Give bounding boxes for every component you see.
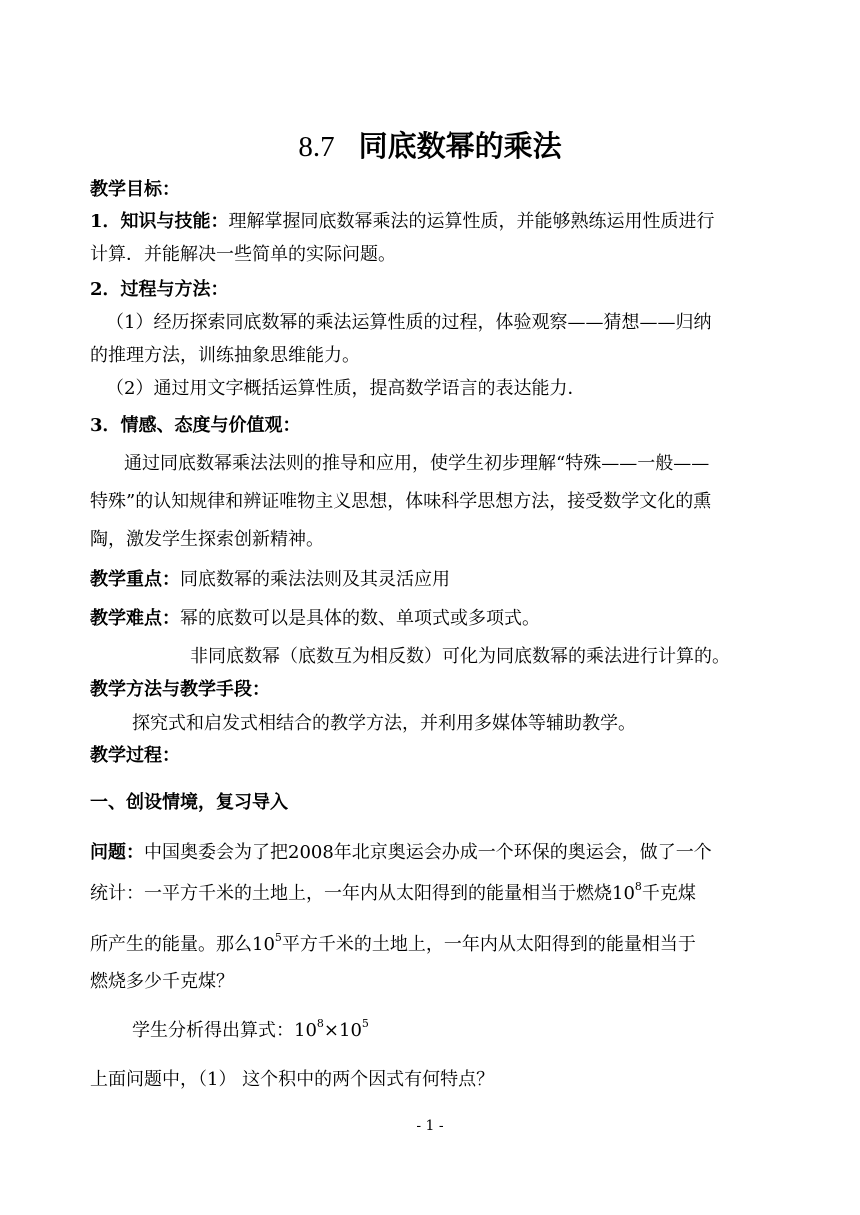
power-base: 10	[612, 883, 635, 904]
power-base: 10	[339, 1020, 362, 1041]
objective-3-line-3: 陶，激发学生探索创新精神。	[90, 529, 324, 550]
power-exponent: 8	[634, 880, 642, 893]
problem-line-3	[90, 933, 696, 957]
objective-2-label: 2．过程与方法：	[90, 279, 229, 300]
objective-3-label: 3．情感、态度与价值观：	[90, 415, 301, 436]
power-exponent: 5	[361, 1017, 369, 1030]
problem-text-3b: 平方千米的土地上，一年内从太阳得到的能量相当于	[281, 934, 696, 955]
difficulty-line-2: 非同底数幂（底数互为相反数）可化为同底数幂的乘法进行计算的。	[190, 646, 730, 667]
objective-1-line-2: 计算．并能解决一些简单的实际问题。	[90, 244, 396, 265]
problem-text-2b: 千克煤	[641, 883, 696, 904]
problem-text-2a: 统计：一平方千米的土地上，一年内从太阳得到的能量相当于燃烧	[90, 883, 612, 904]
methods-text: 探究式和启发式相结合的教学方法，并利用多媒体等辅助教学。	[132, 713, 636, 734]
problem-text-1: 中国奥委会为了把2008年北京奥运会办成一个环保的奥运会，做了一个	[144, 842, 712, 863]
objective-2-sub1-line-1: （1）经历探索同底数幂的乘法运算性质的过程，体验观察——猜想——归纳	[106, 312, 712, 333]
difficulty-line-1: 幂的底数可以是具体的数、单项式或多项式。	[180, 608, 540, 629]
difficulty	[90, 607, 540, 631]
page-title	[0, 128, 860, 165]
problem-line-4: 燃烧多少千克煤？	[90, 971, 234, 992]
problem-text-3a: 所产生的能量。那么	[90, 934, 252, 955]
key-point	[90, 568, 450, 592]
objective-1-text: 理解掌握同底数幂乘法的运算性质，并能够熟练运用性质进行	[228, 211, 715, 232]
difficulty-label: 教学难点：	[90, 608, 180, 629]
methods-heading: 教学方法与教学手段：	[90, 679, 270, 700]
objective-1-line-1	[90, 210, 715, 234]
power-exponent: 5	[274, 931, 282, 944]
key-point-text: 同底数幂的乘法法则及其灵活应用	[180, 569, 450, 590]
section-1-heading: 一、创设情境，复习导入	[90, 792, 288, 813]
analysis-line	[132, 1019, 369, 1043]
process-heading: 教学过程：	[90, 745, 180, 766]
power-base: 10	[252, 934, 275, 955]
section-number: 8.7	[298, 131, 335, 163]
problem-label: 问题：	[90, 842, 144, 863]
objectives-heading: 教学目标：	[90, 179, 180, 200]
objective-3-line-1: 通过同底数幂乘法法则的推导和应用，使学生初步理解“特殊——一般——	[124, 453, 710, 474]
multiply-sign: ×	[323, 1020, 339, 1041]
question-line: 上面问题中，（1） 这个积中的两个因式有何特点？	[90, 1069, 495, 1090]
title-text: 同底数幂的乘法	[358, 129, 562, 163]
analysis-text: 学生分析得出算式：	[132, 1020, 294, 1041]
page-number: - 1 -	[416, 1118, 444, 1134]
problem-line-2	[90, 882, 696, 906]
power-base: 10	[294, 1020, 317, 1041]
objective-2-sub2: （2）通过用文字概括运算性质，提高数学语言的表达能力．	[106, 378, 586, 399]
objective-1-label: 1．知识与技能：	[90, 211, 229, 232]
power-exponent: 8	[316, 1017, 324, 1030]
objective-3-line-2: 特殊”的认知规律和辨证唯物主义思想，体味科学思想方法，接受数学文化的熏	[90, 491, 712, 512]
problem-line-1	[90, 841, 712, 865]
objective-2-sub1-line-2: 的推理方法，训练抽象思维能力。	[90, 345, 360, 366]
key-point-label: 教学重点：	[90, 569, 180, 590]
